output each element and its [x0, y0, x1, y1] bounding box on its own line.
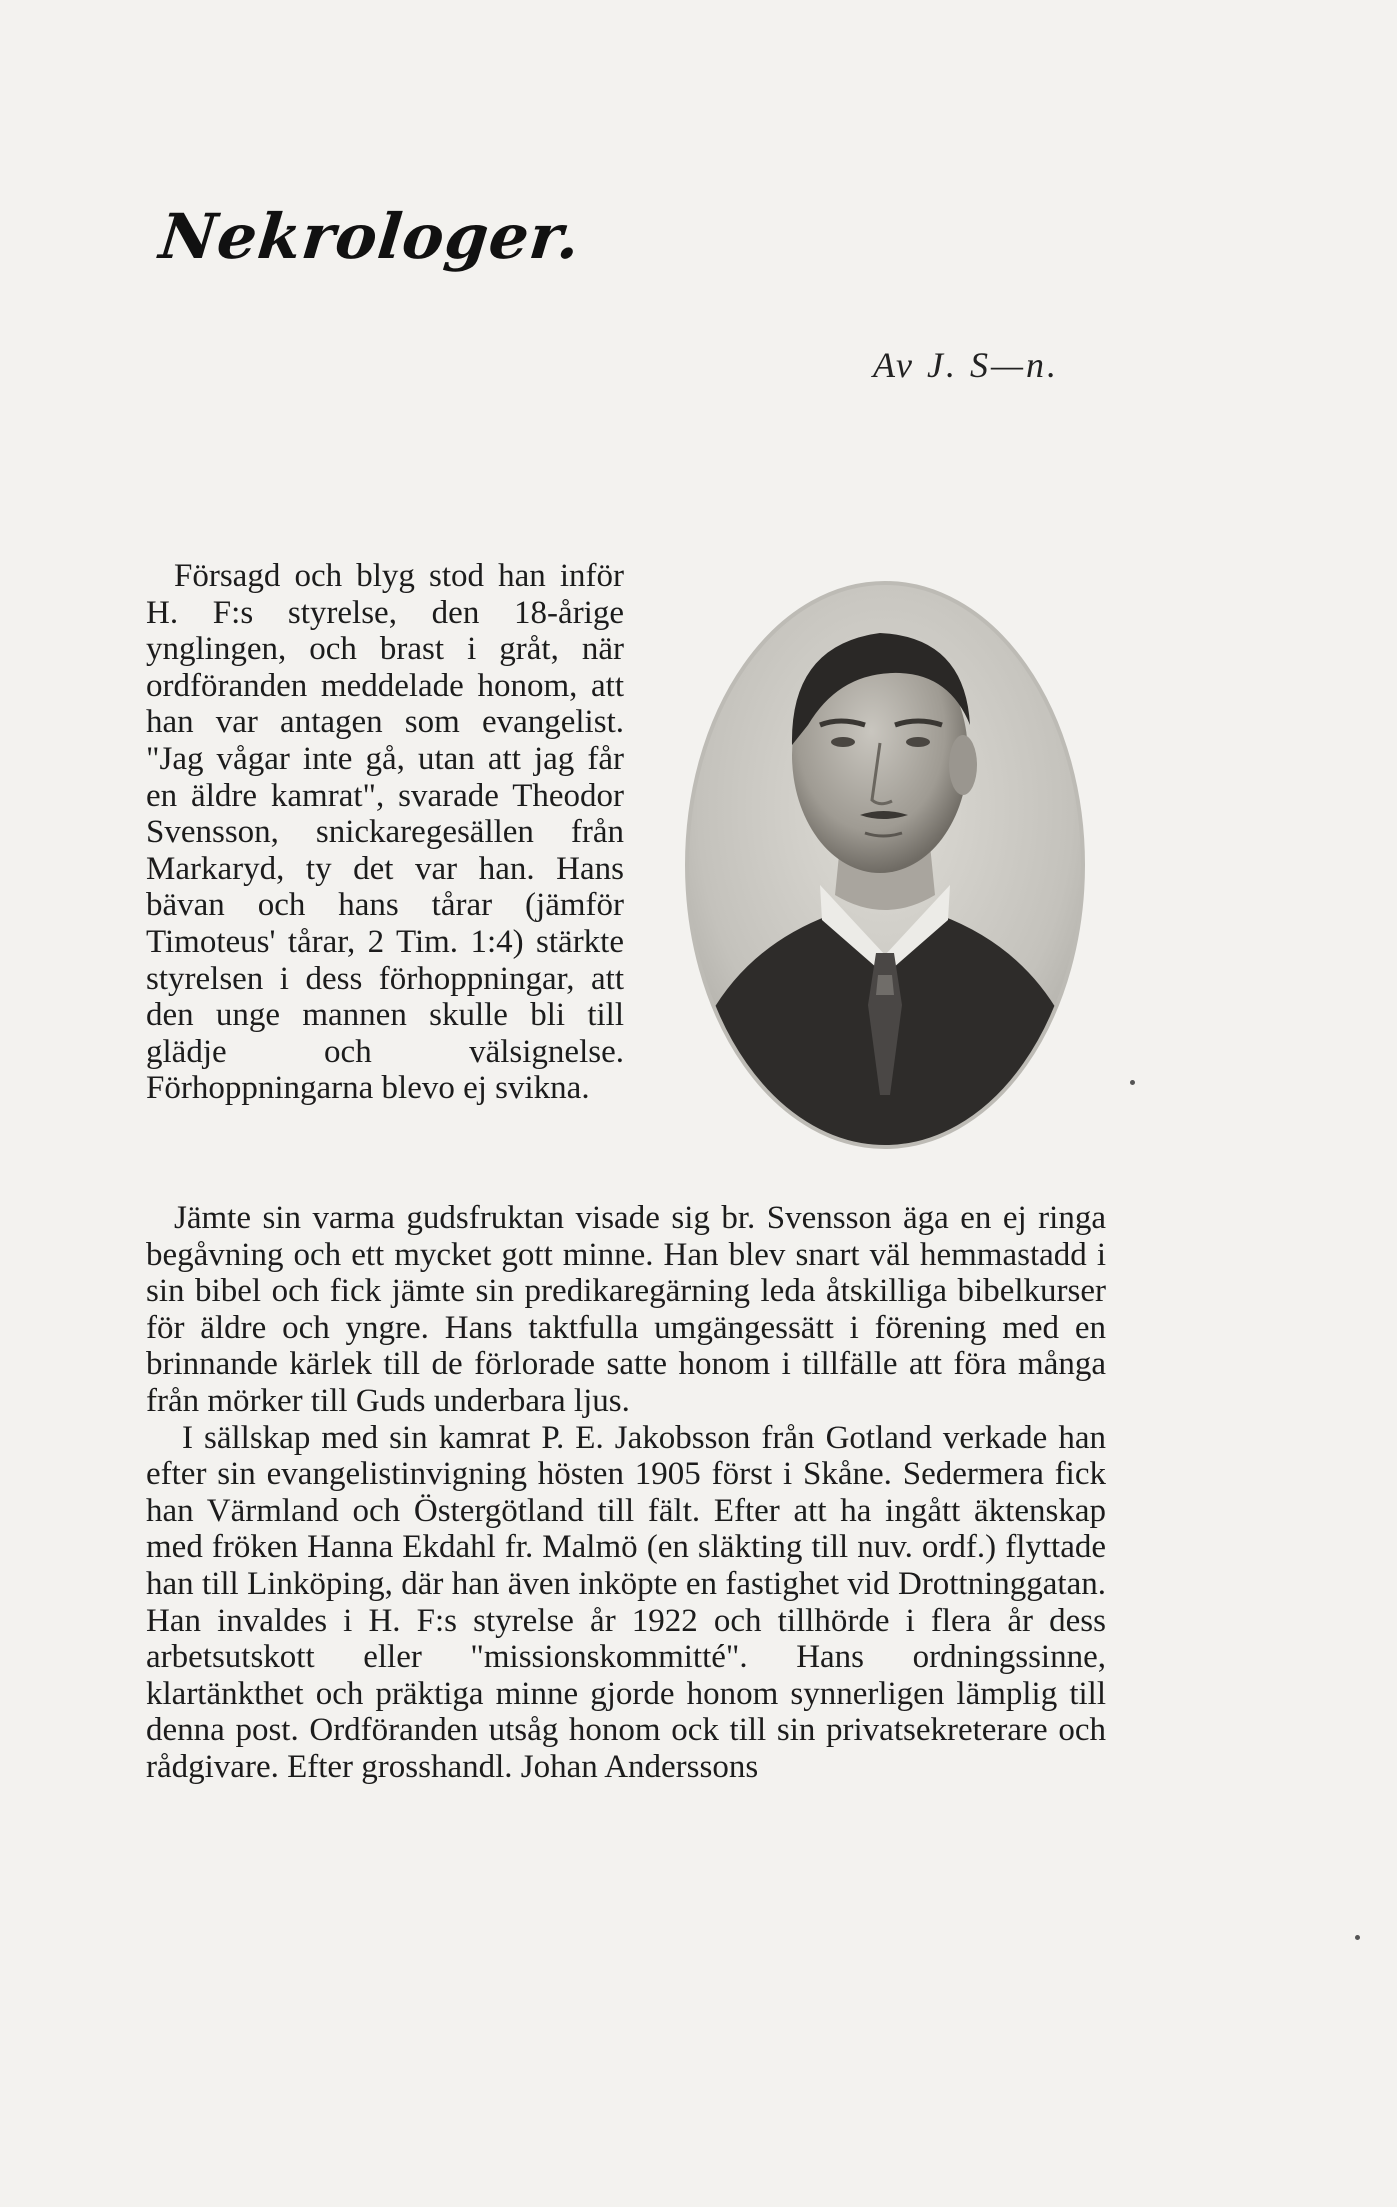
portrait-photo [680, 575, 1090, 1155]
article-body [146, 1200, 1106, 1786]
author-byline: Av J. S—n. [873, 345, 1059, 385]
article-intro [146, 558, 624, 1107]
paragraph-3: I sällskap med sin kamrat P. E. Jakobsson från Gotland verkade han efter sin evangelistinvigning hösten 1905 först i Skåne. Sedermera fick han Värmland och Östergötland till fält. Efter att ha ingått äktenskap med fröken Hanna Ekdahl fr. Malmö (en släkting till nuv. ordf.) flyttade han till Linköping, där han även inköpte en fastighet vid Drottninggatan. Han invaldes i H. F:s styrelse år 1922 och tillhörde i flera år dess arbetsutskott eller "missionskommitté". Hans ordningssinne, klartänkthet och präktiga minne gjorde honom synnerligen lämplig till denna post. Ordföranden utsåg honom ock till sin privatsekreterare och rådgivare. Efter grosshandl. Johan Anderssons [146, 1419, 1106, 1785]
intro-paragraph: Försagd och blyg stod han inför H. F:s styrelse, den 18-årige ynglingen, och brast i gråt, när ordföranden meddelade honom, att han var antagen som evangelist. "Jag vågar inte gå, utan att jag får en äldre kamrat", svarade Theodor Svensson, snickaregesällen från Markaryd, ty det var han. Hans bävan och hans tårar (jämför Timoteus' tårar, 2 Tim. 1:4) stärkte styrelsen i dess förhoppningar, att den unge mannen skulle bli till glädje och välsignelse. Förhoppningarna blevo ej svikna. [146, 558, 624, 1107]
print-speck [1130, 1080, 1135, 1085]
paragraph-2: Jämte sin varma gudsfruktan visade sig br. Svensson äga en ej ringa begåvning och ett mycket gott minne. Han blev snart väl hemmastadd i sin bibel och fick jämte sin predikaregärning leda åtskilliga bibelkurser för äldre och yngre. Hans taktfulla umgängessätt i förening med en brinnande kärlek till de förlorade satte honom i tillfälle att föra många från mörker till Guds underbara ljus. [146, 1200, 1106, 1419]
print-speck [1355, 1935, 1360, 1940]
page-title: Nekrologer. [156, 200, 585, 273]
